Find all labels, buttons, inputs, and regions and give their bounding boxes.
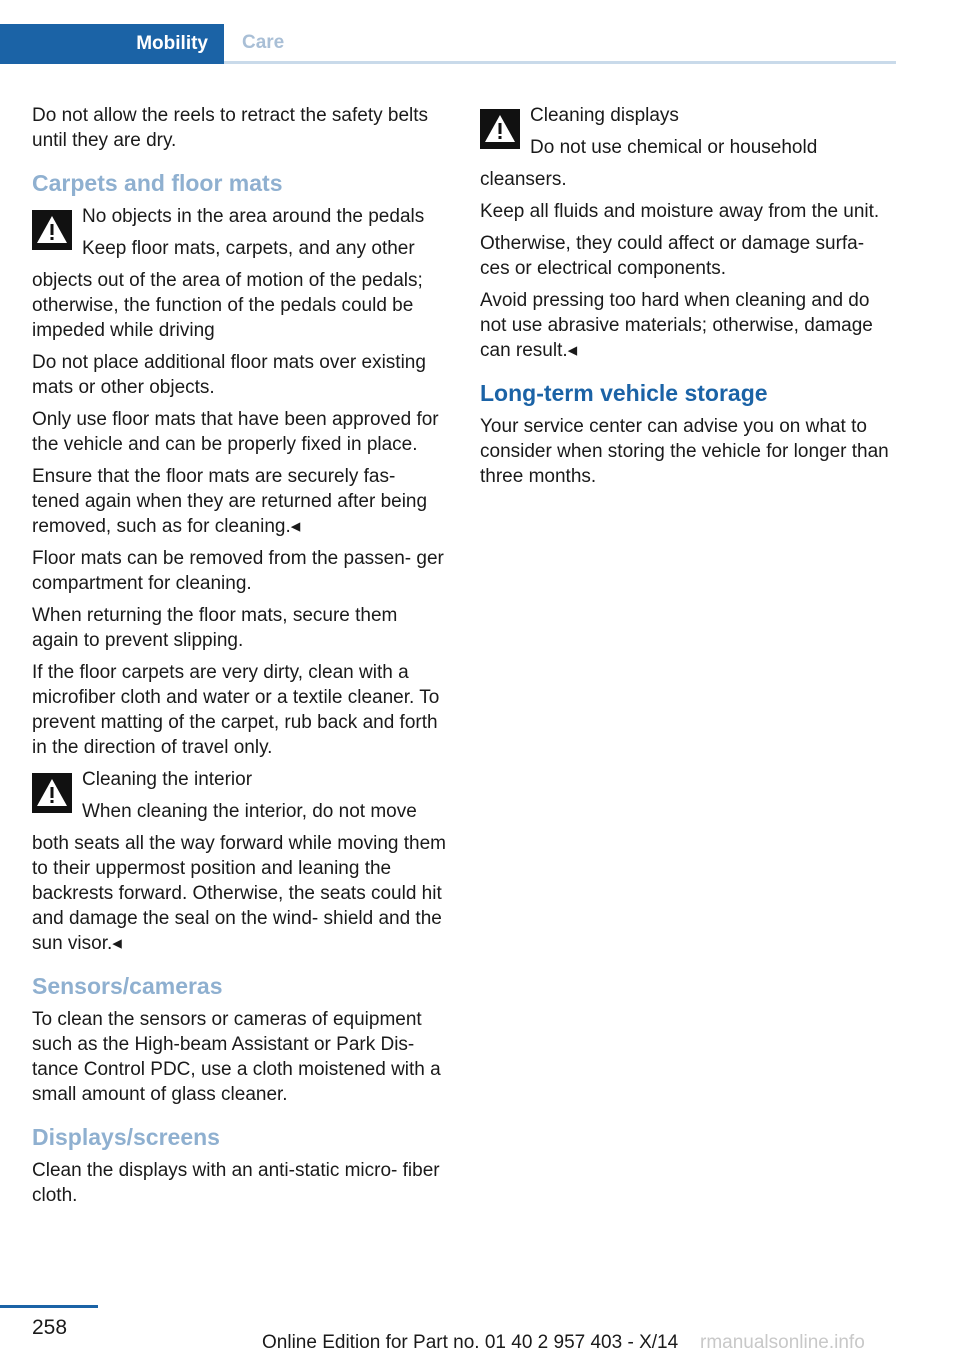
body-paragraph: If the floor carpets are very dirty, clean with a microfiber cloth and water or a textile cleaner. To prevent matting of the carpet, rub back and forth in the direction of travel only. — [32, 662, 440, 758]
warning-title: No objects in the area around the pedals — [82, 206, 425, 227]
warning-triangle-icon — [480, 109, 520, 149]
warning-text: both seats all the way forward while moving them to their uppermost position and leaning the backrests forward. Otherwise, the seats could hit and damage the seal on the wind- shield and the sun visor.◂ — [32, 833, 446, 954]
body-paragraph: Your service center can advise you on what to consider when storing the vehicle for longer than three months. — [480, 416, 889, 487]
sensors-heading: Sensors/cameras — [32, 973, 223, 999]
warning-title: Cleaning displays — [530, 105, 679, 126]
warning-line: When cleaning the interior, do not move — [82, 801, 417, 822]
warning-text: Ensure that the floor mats are securely fas- tened again when they are returned after being removed, such as for cleaning.◂ — [32, 466, 428, 537]
displays-heading: Displays/screens — [32, 1124, 220, 1150]
body-paragraph: When returning the floor mats, secure them again to prevent slipping. — [32, 605, 398, 651]
warning-text: Only use floor mats that have been approved for the vehicle and can be properly fixed in place. — [32, 409, 439, 455]
warning-text: objects out of the area of motion of the pedals; otherwise, the function of the pedals could be impeded while driving — [32, 270, 423, 341]
warning-triangle-icon — [32, 210, 72, 250]
page-number: 258 — [32, 1316, 68, 1339]
warning-text: cleansers. — [480, 169, 567, 190]
right-column — [480, 103, 894, 496]
warning-line: Do not use chemical or household — [530, 137, 818, 158]
carpets-heading: Carpets and floor mats — [32, 170, 283, 196]
left-column — [32, 103, 446, 1215]
edition-text: Online Edition for Part no. 01 40 2 957 403 - X/14 — [262, 1332, 679, 1353]
watermark: rmanualsonline.info — [700, 1332, 865, 1353]
warning-triangle-icon — [32, 773, 72, 813]
tab-care[interactable]: Care — [224, 24, 896, 64]
footer-rule — [0, 1305, 98, 1308]
warning-title: Cleaning the interior — [82, 769, 253, 790]
warning-text: Do not place additional floor mats over existing mats or other objects. — [32, 352, 426, 398]
body-paragraph: Floor mats can be removed from the passen- ger compartment for cleaning. — [32, 548, 444, 594]
tab-mobility[interactable]: Mobility — [0, 24, 224, 64]
pedals-warning — [32, 204, 446, 539]
displays-warning — [480, 103, 894, 363]
section-tabs — [0, 24, 896, 64]
interior-warning — [32, 767, 446, 956]
warning-text: Otherwise, they could affect or damage surfa- ces or electrical components. — [480, 233, 865, 279]
warning-text: Keep all fluids and moisture away from the unit. — [480, 201, 880, 222]
body-paragraph: Clean the displays with an anti-static micro- fiber cloth. — [32, 1160, 440, 1206]
intro-paragraph: Do not allow the reels to retract the safety belts until they are dry. — [32, 105, 429, 151]
warning-text: Avoid pressing too hard when cleaning and do not use abrasive materials; otherwise, damage can result.◂ — [480, 290, 873, 361]
warning-line: Keep floor mats, carpets, and any other — [82, 238, 415, 259]
storage-heading: Long-term vehicle storage — [480, 380, 768, 406]
body-paragraph: To clean the sensors or cameras of equipment such as the High-beam Assistant or Park Dis- tance Control PDC, use a cloth moistened with a small amount of glass cleaner. — [32, 1009, 441, 1105]
